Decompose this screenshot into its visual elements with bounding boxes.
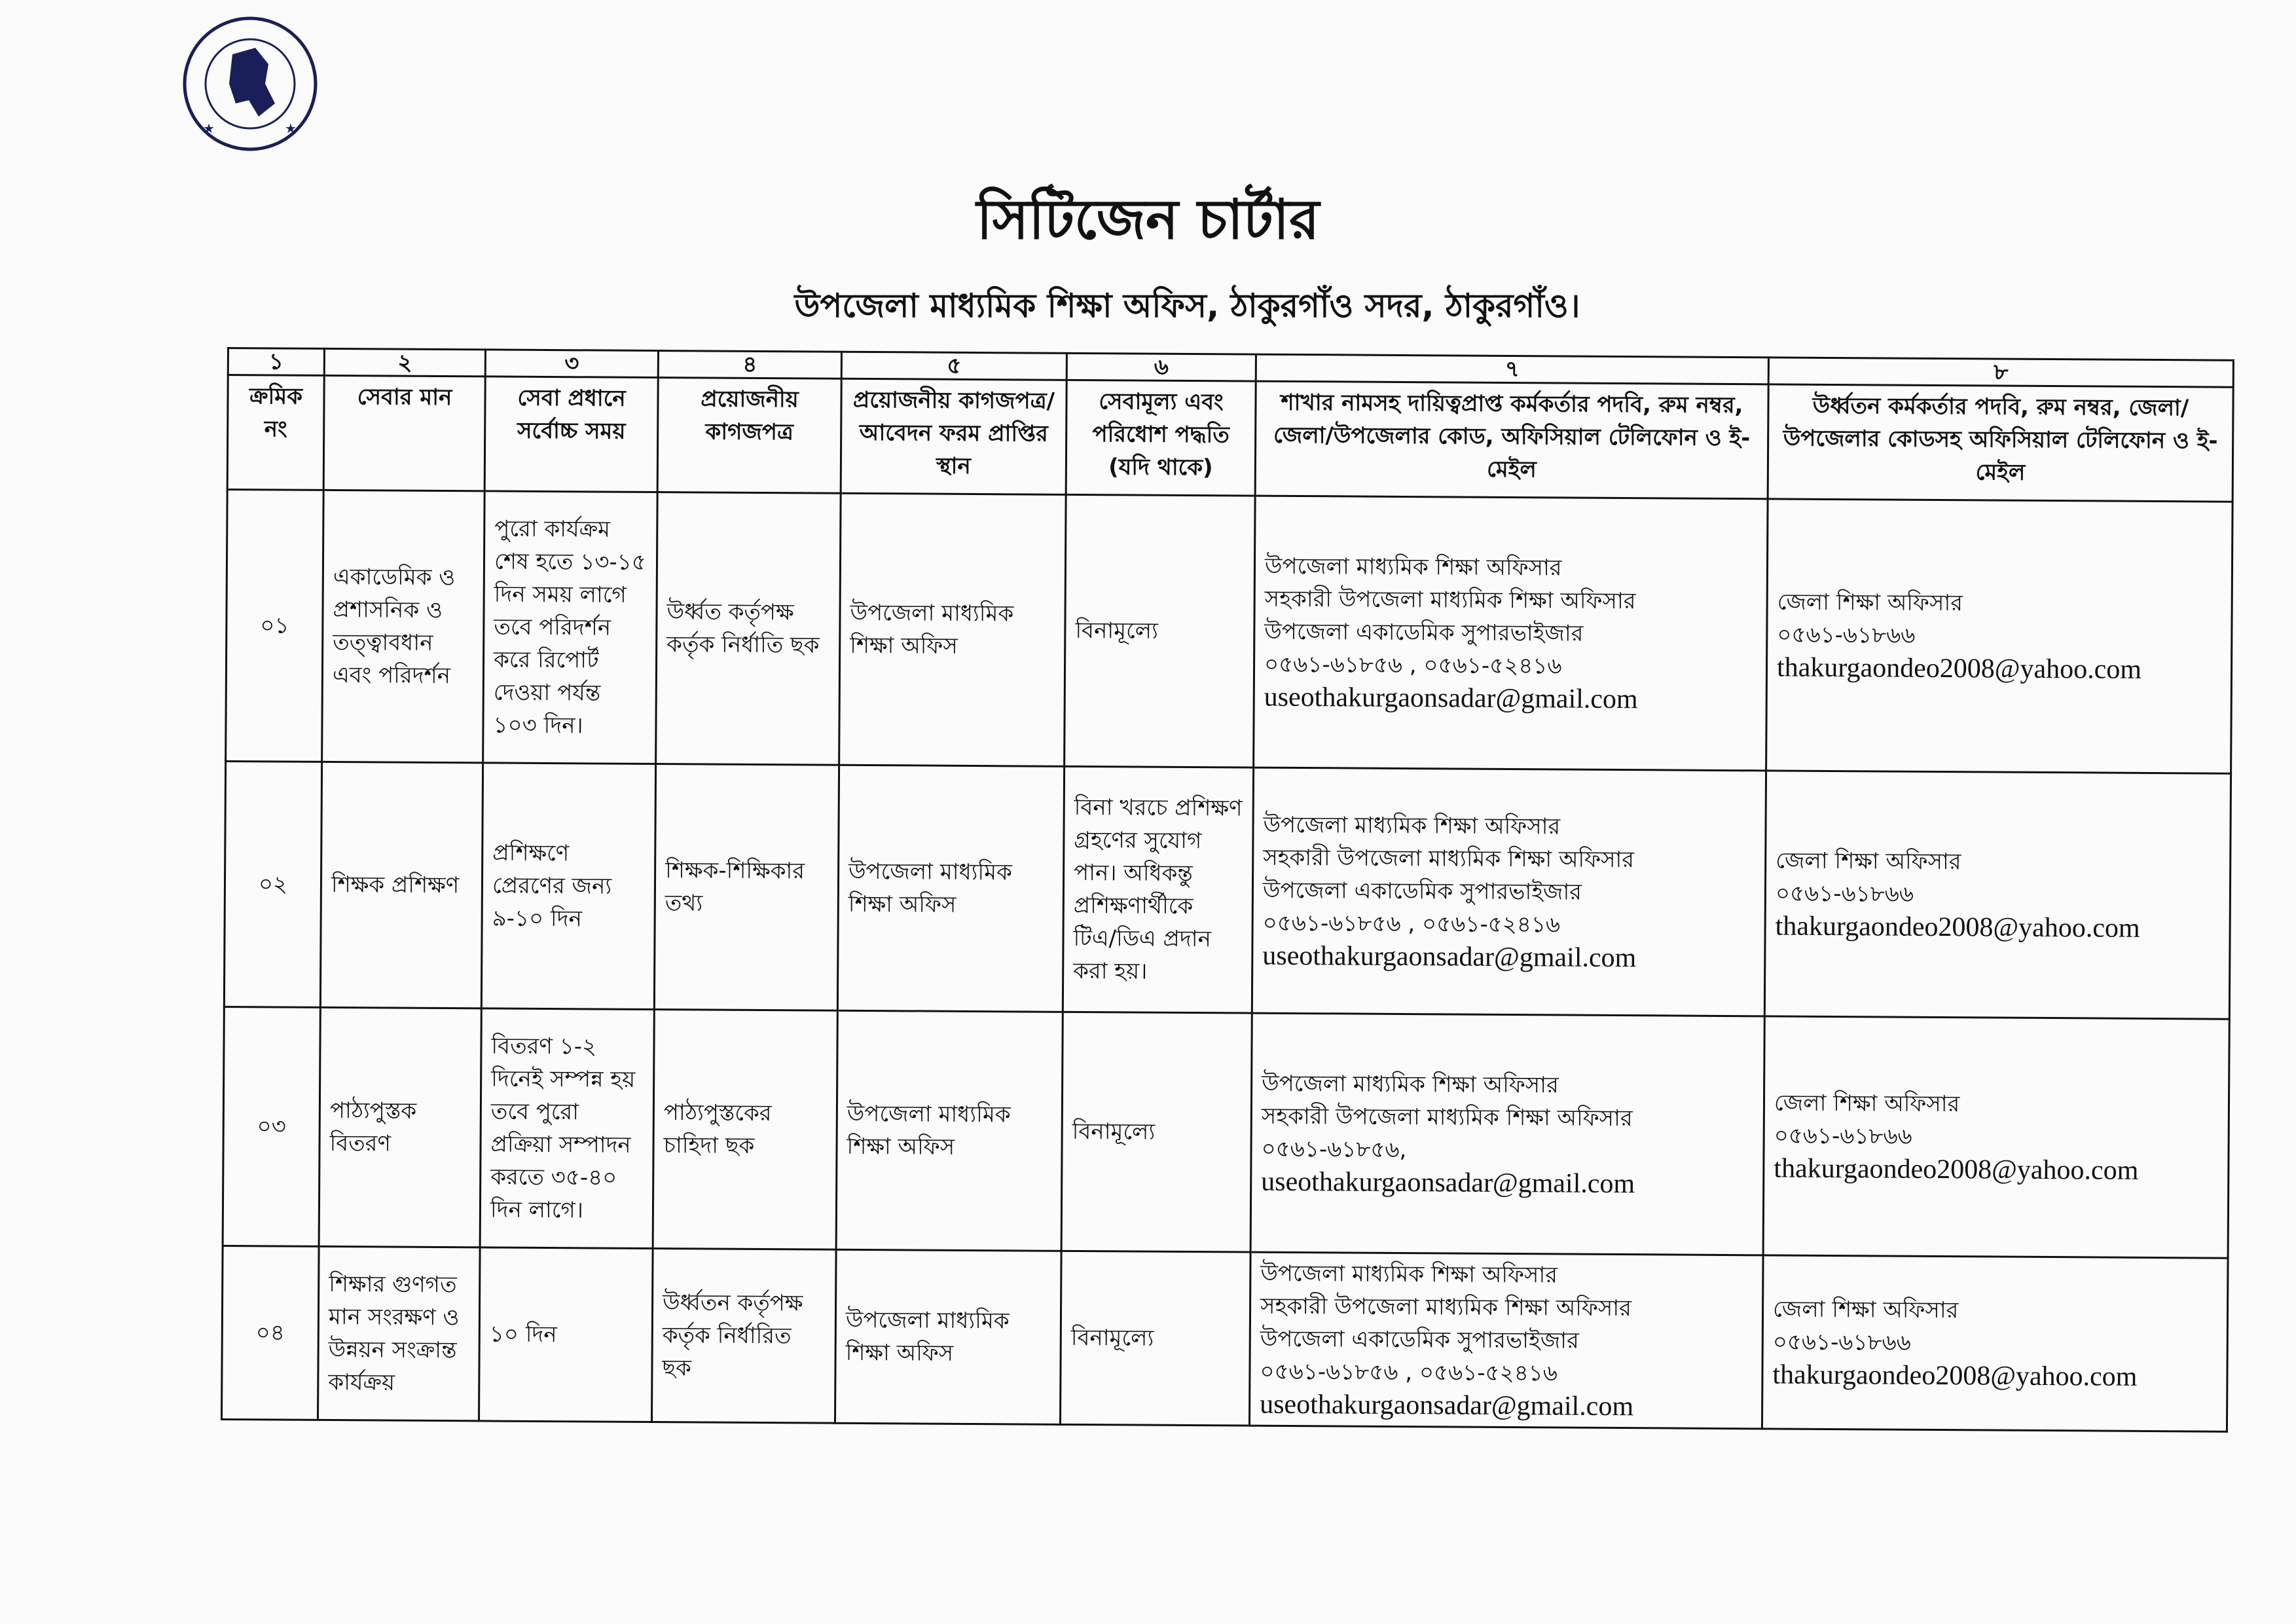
- officer-line: উপজেলা একাডেমিক সুপারভাইজার: [1262, 877, 1582, 906]
- header-officer: শাখার নামসহ দায়িত্বপ্রাপ্ত কর্মকর্তার পদবি, রুম নম্বর, জেলা/উপজেলার কোড, অফিসিয়াল টেলিফোন ও ই-মেইল: [1255, 381, 1768, 499]
- table-row: [221, 1246, 2228, 1431]
- officer-line: ০৫৬১-৬১৮৫৬,: [1261, 1135, 1407, 1164]
- column-number: ৩: [485, 350, 658, 378]
- senior-title: জেলা শিক্ষা অফিসার: [1776, 847, 1961, 876]
- office-subtitle: উপজেলা মাধ্যমিক শিক্ষা অফিস, ঠাকুরগাঁও সদর, ঠাকুরগাঁও।: [794, 287, 1580, 325]
- officer-line: উপজেলা একাডেমিক সুপারভাইজার: [1260, 1325, 1579, 1354]
- senior-officer-cell: [1766, 499, 2233, 773]
- place-cell: উপজেলা মাধ্যমিক শিক্ষা অফিস: [835, 1249, 1061, 1424]
- time-cell: ১০ দিন: [479, 1247, 653, 1422]
- officer-email: useothakurgaonsadar@gmail.com: [1264, 682, 1638, 715]
- officer-line: সহকারী উপজেলা মাধ্যমিক শিক্ষা অফিসার: [1261, 1103, 1633, 1132]
- table-row: [224, 761, 2231, 1019]
- fee-cell: বিনামূল্যে: [1065, 494, 1256, 767]
- service-cell: একাডেমিক ও প্রশাসনিক ও তত্ত্বাবধান এবং পরিদর্শন: [322, 490, 485, 762]
- fee-cell: বিনামূল্যে: [1060, 1251, 1250, 1426]
- officer-email: useothakurgaonsadar@gmail.com: [1262, 940, 1637, 974]
- column-number: ৬: [1066, 353, 1256, 381]
- place-cell: উপজেলা মাধ্যমিক শিক্ষা অফিস: [837, 765, 1064, 1012]
- header-row: [227, 375, 2233, 502]
- officer-email: useothakurgaonsadar@gmail.com: [1261, 1166, 1635, 1200]
- place-cell: উপজেলা মাধ্যমিক শিক্ষা অফিস: [836, 1010, 1063, 1251]
- senior-phone: ০৫৬১-৬১৮৬৬: [1777, 621, 1916, 649]
- officer-line: ০৫৬১-৬১৮৫৬ , ০৫৬১-৫২৪১৬: [1260, 1358, 1558, 1387]
- senior-email: thakurgaondeo2008@yahoo.com: [1775, 911, 2140, 944]
- senior-officer-cell: [1763, 1016, 2229, 1258]
- officer-line: সহকারী উপজেলা মাধ্যমিক শিক্ষা অফিসার: [1264, 585, 1636, 615]
- senior-title: জেলা শিক্ষা অফিসার: [1772, 1296, 1959, 1324]
- officer-line: উপজেলা মাধ্যমিক শিক্ষা অফিসার: [1264, 553, 1562, 581]
- officer-cell: [1250, 1013, 1764, 1255]
- table-row: [223, 1006, 2229, 1258]
- serial-cell: ০১: [226, 490, 324, 762]
- header-documents: প্রয়োজনীয় কাগজপত্র: [657, 378, 841, 494]
- officer-line: উপজেলা মাধ্যমিক শিক্ষা অফিসার: [1260, 1260, 1558, 1289]
- documents-cell: উর্ধ্বতন কর্তৃপক্ষ কর্তৃক নির্ধারিত ছক: [651, 1248, 836, 1423]
- officer-cell: [1254, 496, 1768, 771]
- serial-cell: ০৩: [223, 1006, 320, 1246]
- header-time: সেবা প্রধানে সর্বোচ্চ সময়: [484, 377, 658, 492]
- column-number: ৮: [1768, 358, 2233, 387]
- senior-email: thakurgaondeo2008@yahoo.com: [1776, 652, 2142, 685]
- officer-cell: [1249, 1252, 1763, 1429]
- header-service: সেবার মান: [323, 375, 485, 490]
- senior-phone: ০৫৬১-৬১৮৬৬: [1772, 1329, 1911, 1356]
- officer-line: ০৫৬১-৬১৮৫৬ , ০৫৬১-৫২৪১৬: [1264, 651, 1562, 680]
- place-cell: উপজেলা মাধ্যমিক শিক্ষা অফিস: [839, 493, 1066, 766]
- senior-phone: ০৫৬১-৬১৮৬৬: [1775, 880, 1914, 908]
- time-cell: বিতরণ ১-২ দিনেই সম্পন্ন হয় তবে পুরো প্রক্রিয়া সম্পাদন করতে ৩৫-৪০ দিন লাগে।: [480, 1008, 654, 1249]
- svg-text:★: ★: [285, 120, 297, 136]
- documents-cell: উর্ধ্বত কর্তৃপক্ষ কর্তৃক নির্ধাতি ছক: [656, 492, 841, 766]
- header-serial: ক্রমিক নং: [227, 375, 324, 490]
- officer-email: useothakurgaonsadar@gmail.com: [1260, 1389, 1634, 1422]
- column-number: ২: [324, 348, 485, 377]
- fee-cell: বিনা খরচে প্রশিক্ষণ গ্রহণের সুযোগ পান। অধিকন্তু প্রশিক্ষণার্থীকে টিএ/ডিএ প্রদান করা হয়।: [1063, 766, 1253, 1013]
- senior-officer-cell: [1762, 1255, 2228, 1431]
- time-cell: প্রশিক্ষণে প্রেরণের জন্য ৯-১০ দিন: [481, 763, 655, 1010]
- documents-cell: পাঠ্যপুস্তকের চাহিদা ছক: [653, 1010, 837, 1250]
- officer-line: উপজেলা মাধ্যমিক শিক্ষা অফিসার: [1263, 811, 1561, 840]
- officer-line: সহকারী উপজেলা মাধ্যমিক শিক্ষা অফিসার: [1263, 844, 1635, 874]
- service-cell: পাঠ্যপুস্তক বিতরণ: [319, 1007, 481, 1247]
- service-cell: শিক্ষার গুণগত মান সংরক্ষণ ও উন্নয়ন সংক্রান্ত কার্যক্রয়: [318, 1246, 480, 1420]
- time-cell: পুরো কার্যক্রম শেষ হতে ১৩-১৫ দিন সময় লাগে তবে পরিদর্শন করে রিপোর্ট দেওয়া পর্যন্ত ১০৩ দিন।: [483, 491, 658, 764]
- header-place: প্রয়োজনীয় কাগজপত্র/আবেদন ফরম প্রাপ্তির স্থান: [841, 378, 1066, 494]
- senior-email: thakurgaondeo2008@yahoo.com: [1772, 1359, 2138, 1392]
- senior-phone: ০৫৬১-৬১৮৬৬: [1774, 1122, 1912, 1150]
- svg-text:★: ★: [203, 120, 215, 136]
- table-row: [226, 490, 2232, 774]
- column-number: ৫: [841, 352, 1066, 380]
- serial-cell: ০৪: [221, 1246, 319, 1420]
- fee-cell: বিনামূল্যে: [1061, 1012, 1252, 1252]
- header-senior-officer: উর্ধ্বতন কর্মকর্তার পদবি, রুম নম্বর, জেলা/উপজেলার কোডসহ অফিসিয়াল টেলিফোন ও ই-মেইল: [1768, 384, 2233, 502]
- officer-line: উপজেলা মাধ্যমিক শিক্ষা অফিসার: [1262, 1070, 1559, 1099]
- senior-title: জেলা শিক্ষা অফিসার: [1774, 1090, 1960, 1118]
- officer-line: উপজেলা একাডেমিক সুপারভাইজার: [1264, 618, 1584, 647]
- column-number: ৪: [658, 351, 841, 379]
- senior-title: জেলা শিক্ষা অফিসার: [1777, 589, 1963, 617]
- column-number: ১: [228, 348, 324, 376]
- service-cell: শিক্ষক প্রশিক্ষণ: [320, 762, 483, 1008]
- senior-email: thakurgaondeo2008@yahoo.com: [1774, 1153, 2139, 1186]
- header-fee: সেবামূল্য এবং পরিধোশ পদ্ধতি (যদি থাকে): [1066, 380, 1256, 496]
- column-number: ৭: [1256, 354, 1768, 384]
- officer-line: ০৫৬১-৬১৮৫৬ , ০৫৬১-৫২৪১৬: [1262, 910, 1561, 938]
- government-seal-logo: [177, 12, 324, 156]
- senior-officer-cell: [1764, 771, 2231, 1019]
- serial-cell: ০২: [224, 761, 321, 1007]
- page-title: সিটিজেন চার্টার: [976, 187, 1320, 251]
- officer-cell: [1252, 767, 1766, 1016]
- officer-line: সহকারী উপজেলা মাধ্যমিক শিক্ষা অফিসার: [1260, 1293, 1632, 1322]
- documents-cell: শিক্ষক-শিক্ষিকার তথ্য: [654, 764, 839, 1011]
- citizen-charter-table: [221, 347, 2234, 1433]
